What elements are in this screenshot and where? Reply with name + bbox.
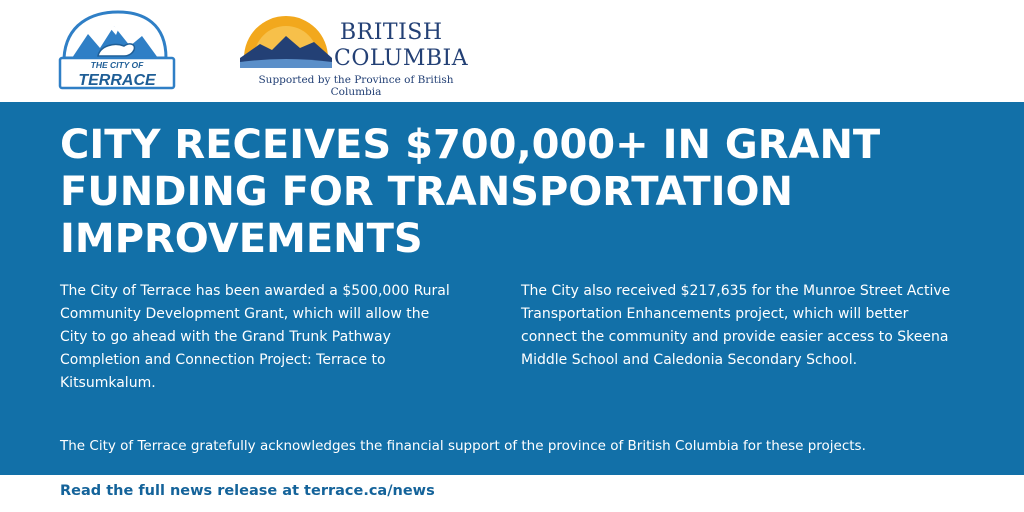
bc-wordmark-british: BRITISH bbox=[340, 20, 443, 45]
header bbox=[0, 0, 1024, 102]
british-columbia-logo bbox=[236, 8, 476, 98]
terrace-logo-line2: TERRACE bbox=[78, 72, 156, 89]
city-of-terrace-logo bbox=[58, 8, 176, 90]
terrace-logo-graphic bbox=[58, 8, 176, 90]
headline: CITY RECEIVES $700,000+ IN GRANT FUNDING FOR TRANSPORTATION IMPROVEMENTS bbox=[60, 122, 881, 262]
right-paragraph: The City also received $217,635 for the Munroe Street Active Transportation Enhancements project, which will better connect the community and provide easier access to Skeena Middle School and Caledonia Secondary School. bbox=[521, 283, 951, 368]
terrace-logo-line1: THE CITY OF bbox=[90, 60, 144, 70]
news-release-link[interactable]: Read the full news release at terrace.ca/news bbox=[60, 483, 435, 499]
acknowledgement-text: The City of Terrace gratefully acknowledges the financial support of the province of British Columbia for these projects. bbox=[60, 438, 866, 454]
bc-wordmark-columbia: COLUMBIA bbox=[334, 46, 469, 71]
bc-sun-mountain-icon bbox=[236, 8, 336, 70]
left-paragraph: The City of Terrace has been awarded a $500,000 Rural Community Development Grant, which will allow the City to go ahead with the Grand Trunk Pathway Completion and Connection Project: Terrace to Kitsumkalum. bbox=[60, 283, 450, 391]
bc-supported-text: Supported by the Province of British Columbia bbox=[258, 74, 454, 98]
